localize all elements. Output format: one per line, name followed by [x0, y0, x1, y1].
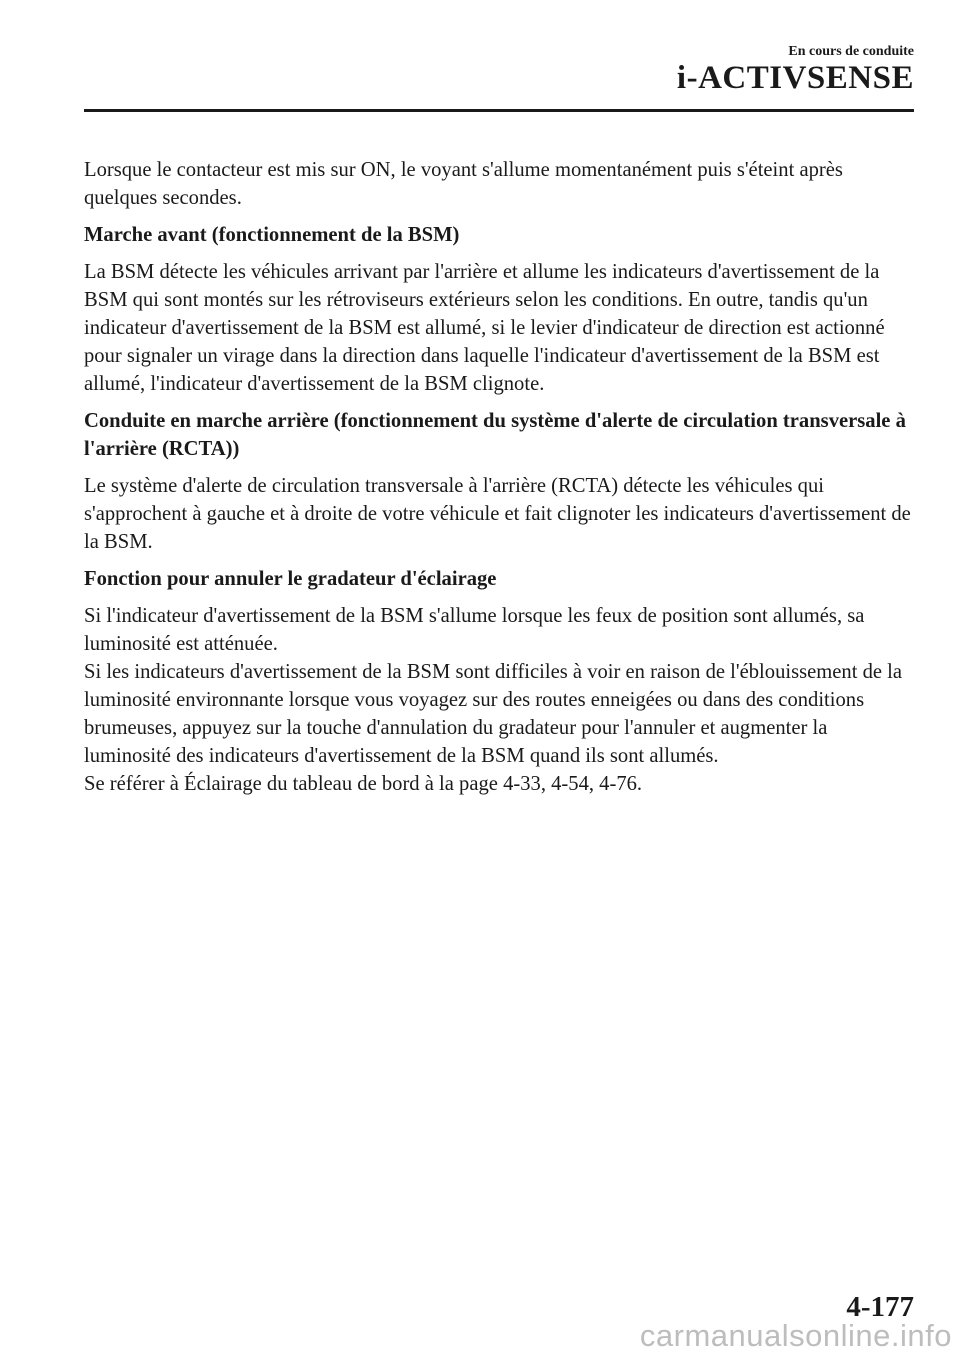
dimmer-heading: Fonction pour annuler le gradateur d'éclairage [84, 568, 497, 590]
page-number: 4-177 [846, 1291, 914, 1323]
dimmer-reference: Se référer à Éclairage du tableau de bord à la page 4-33, 4-54, 4-76. [84, 773, 643, 795]
watermark: carmanualsonline.info [639, 1318, 952, 1353]
forward-heading: Marche avant (fonctionnement de la BSM) [84, 224, 460, 246]
dimmer-paragraph-1: Si l'indicateur d'avertissement de la BSM s'allume lorsque les feux de position sont allumés, sa luminosité est atténuée. [84, 605, 865, 655]
header-rule [84, 109, 914, 112]
page-body [84, 156, 916, 807]
header-section-label: En cours de conduite [788, 44, 914, 59]
forward-paragraph: La BSM détecte les véhicules arrivant par l'arrière et allume les indicateurs d'avertissement de la BSM qui sont montés sur les rétroviseurs extérieurs selon les conditions. En outre, tandis qu'un indicateur d'avertissement de la BSM est allumé, si le levier d'indicateur de direction est actionné pour signaler un virage dans la direction dans laquelle l'indicateur d'avertissement de la BSM est allumé, l'indicateur d'avertissement de la BSM clignote. [84, 261, 885, 395]
intro-paragraph: Lorsque le contacteur est mis sur ON, le voyant s'allume momentanément puis s'éteint après quelques secondes. [84, 159, 843, 209]
dimmer-paragraph-2: Si les indicateurs d'avertissement de la BSM sont difficiles à voir en raison de l'éblouissement de la luminosité environnante lorsque vous voyagez sur des routes enneigées ou dans des conditions brumeuses, appuyez sur la touche d'annulation du gradateur pour l'annuler et augmenter la luminosité des indicateurs d'avertissement de la BSM quand ils sont allumés. [84, 661, 903, 767]
reverse-paragraph: Le système d'alerte de circulation transversale à l'arrière (RCTA) détecte les véhicules qui s'approchent à gauche et à droite de votre véhicule et fait clignoter les indicateurs d'avertissement de la BSM. [84, 475, 911, 553]
reverse-heading: Conduite en marche arrière (fonctionnement du système d'alerte de circulation transversale à l'arrière (RCTA)) [84, 410, 906, 460]
header-title: i-ACTIVSENSE [676, 60, 914, 96]
